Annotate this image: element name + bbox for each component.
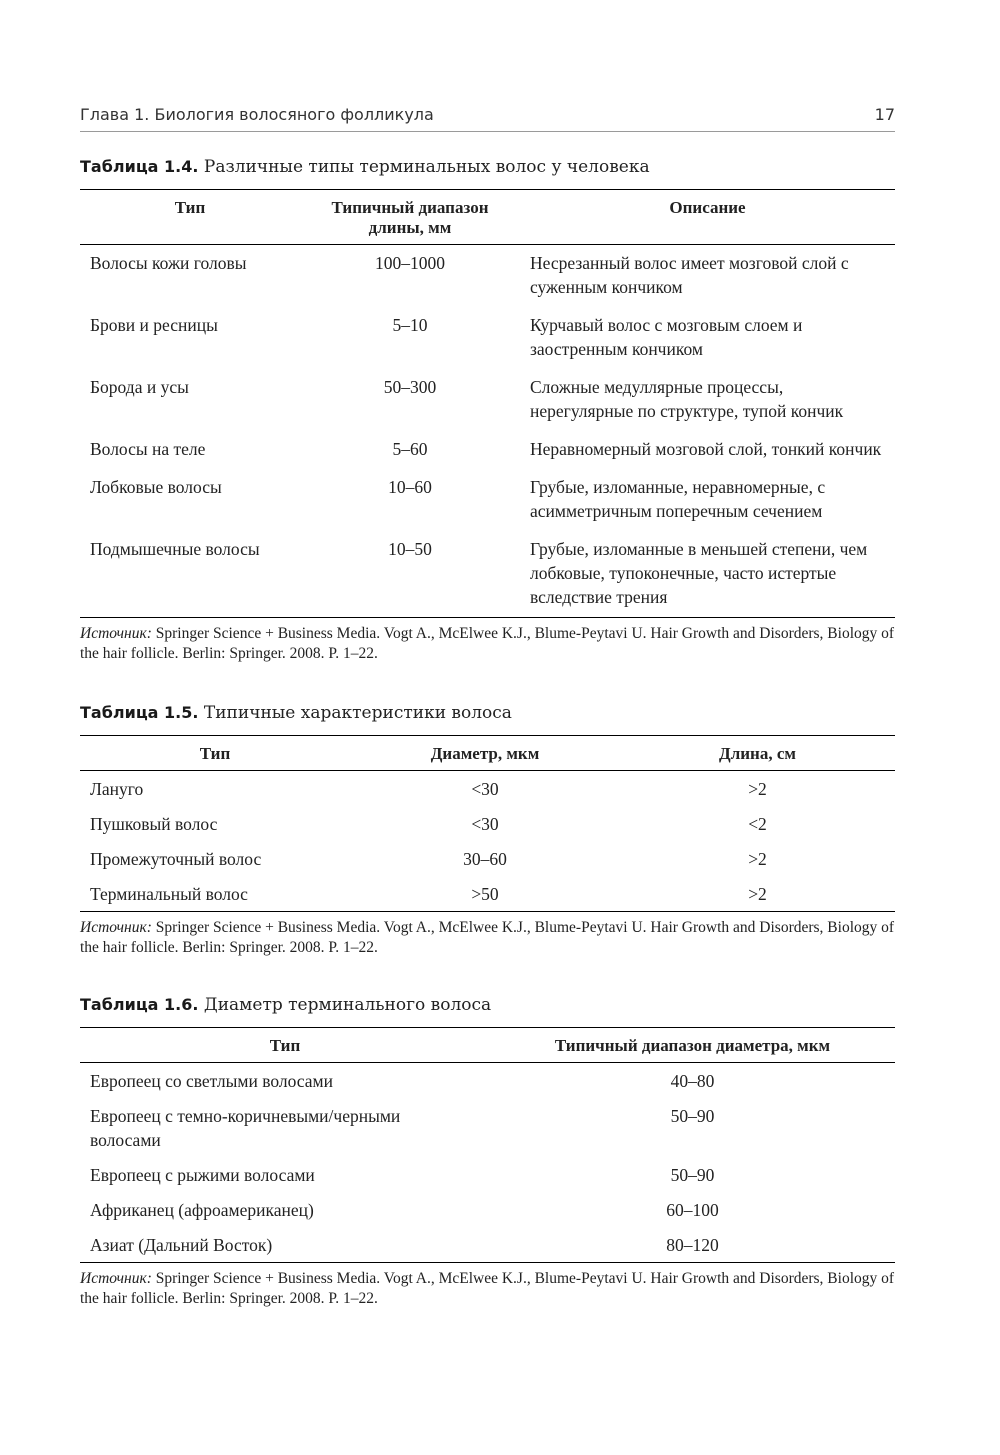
- cell-diameter: >50: [350, 876, 620, 912]
- table-header-row: [80, 736, 895, 771]
- cell-description: Грубые, изломанные в меньшей степени, чем лобковые, тупоконечные, часто истертые вследствие трения: [520, 531, 895, 618]
- cell-diameter: 30–60: [463, 849, 507, 869]
- cell-length: <2: [748, 814, 767, 834]
- cell-type: Промежуточный волос: [90, 849, 262, 869]
- cell-length: 10–50: [300, 531, 520, 618]
- cell-type: Борода и усы: [90, 377, 189, 397]
- table-caption: [80, 703, 895, 723]
- cell-description: Неравномерный мозговой слой, тонкий кончик: [530, 439, 882, 459]
- cell-type: Волосы на теле: [90, 439, 206, 459]
- cell-length: 5–10: [392, 315, 428, 335]
- column-header: Тип: [80, 1028, 490, 1063]
- column-header: Типичный диапазон длины, мм: [300, 190, 520, 245]
- source-text: Springer Science + Business Media. Vogt A., McElwee K.J., Blume-Peytavi U. Hair Growth and Disorders, Biology of the hair follicle. Berlin: Springer. 2008. P. 1–22.: [80, 1270, 895, 1307]
- table-row: [80, 369, 895, 431]
- table-row: [80, 469, 895, 531]
- running-head: [80, 103, 895, 132]
- cell-diameter: <30: [471, 779, 499, 799]
- table-caption: [80, 157, 895, 177]
- table-row: [80, 1192, 895, 1227]
- table-header-row: [80, 190, 895, 245]
- cell-diameter: 50–90: [670, 1106, 715, 1126]
- cell-diameter: 40–80: [670, 1071, 715, 1091]
- table-1-6: [80, 1027, 895, 1263]
- cell-type: Подмышечные волосы: [80, 531, 300, 618]
- cell-type: Пушковый волос: [90, 814, 218, 834]
- table-row: [80, 876, 895, 912]
- table-caption: [80, 995, 895, 1015]
- cell-type: Европеец с темно-коричневыми/черными волосами: [90, 1106, 401, 1150]
- table-1-5-block: [80, 703, 895, 958]
- cell-length: 5–60: [392, 439, 428, 459]
- source-label: Источник:: [80, 1270, 152, 1287]
- cell-length: 50–300: [383, 377, 437, 397]
- table-source: [80, 624, 895, 664]
- table-1-4: [80, 189, 895, 618]
- table-row: [80, 841, 895, 876]
- cell-type: Европеец со светлыми волосами: [90, 1071, 333, 1091]
- cell-length: >2: [748, 849, 767, 869]
- cell-type: Азиат (Дальний Восток): [80, 1227, 490, 1263]
- table-row: [80, 1157, 895, 1192]
- table-title: Диаметр терминального волоса: [203, 995, 492, 1015]
- cell-type: Лобковые волосы: [90, 477, 222, 497]
- column-header: Длина, см: [620, 736, 895, 771]
- table-1-5: [80, 735, 895, 912]
- table-row: [80, 531, 895, 618]
- table-row: [80, 1098, 895, 1157]
- cell-diameter: <30: [471, 814, 499, 834]
- source-text: Springer Science + Business Media. Vogt A., McElwee K.J., Blume-Peytavi U. Hair Growth and Disorders, Biology of the hair follicle. Berlin: Springer. 2008. P. 1–22.: [80, 919, 895, 956]
- cell-length: 10–60: [388, 477, 432, 497]
- table-row: [80, 431, 895, 469]
- cell-diameter: 60–100: [666, 1200, 719, 1220]
- table-row: [80, 245, 895, 308]
- cell-description: Курчавый волос с мозговым слоем и заостренным кончиком: [530, 315, 803, 359]
- table-title: Различные типы терминальных волос у человека: [203, 157, 650, 177]
- table-number: Таблица 1.4.: [80, 157, 199, 176]
- table-title: Типичные характеристики волоса: [203, 703, 512, 723]
- column-header: Тип: [80, 736, 350, 771]
- cell-length: 100–1000: [375, 253, 445, 273]
- cell-type: Африканец (афроамериканец): [90, 1200, 314, 1220]
- column-header: Описание: [520, 190, 895, 245]
- table-1-6-block: [80, 995, 895, 1309]
- cell-length: >2: [620, 876, 895, 912]
- table-row: [80, 1227, 895, 1263]
- table-number: Таблица 1.5.: [80, 703, 199, 722]
- cell-diameter: 80–120: [490, 1227, 895, 1263]
- column-header: Тип: [80, 190, 300, 245]
- cell-description: Грубые, изломанные, неравномерные, с асимметричным поперечным сечением: [530, 477, 826, 521]
- table-source: [80, 918, 895, 958]
- source-text: Springer Science + Business Media. Vogt A., McElwee K.J., Blume-Peytavi U. Hair Growth and Disorders, Biology of the hair follicle. Berlin: Springer. 2008. P. 1–22.: [80, 625, 895, 662]
- source-label: Источник:: [80, 919, 152, 936]
- cell-description: Несрезанный волос имеет мозговой слой с суженным кончиком: [530, 253, 849, 297]
- cell-description: Сложные медуллярные процессы, нерегулярные по структуре, тупой кончик: [530, 377, 844, 421]
- table-header-row: [80, 1028, 895, 1063]
- cell-length: >2: [748, 779, 767, 799]
- page-number: 17: [874, 105, 895, 124]
- cell-type: Брови и ресницы: [90, 315, 218, 335]
- table-row: [80, 307, 895, 369]
- table-row: [80, 1063, 895, 1099]
- source-label: Источник:: [80, 625, 152, 642]
- column-header: Типичный диапазон диаметра, мкм: [490, 1028, 895, 1063]
- cell-type: Терминальный волос: [80, 876, 350, 912]
- cell-diameter: 50–90: [670, 1165, 715, 1185]
- table-row: [80, 806, 895, 841]
- table-number: Таблица 1.6.: [80, 995, 199, 1014]
- table-1-4-block: [80, 157, 895, 664]
- column-header: Диаметр, мкм: [350, 736, 620, 771]
- chapter-title: Глава 1. Биология волосяного фолликула: [80, 105, 434, 124]
- cell-type: Лануго: [90, 779, 144, 799]
- cell-type: Волосы кожи головы: [90, 253, 247, 273]
- table-source: [80, 1269, 895, 1309]
- cell-type: Европеец с рыжими волосами: [90, 1165, 315, 1185]
- table-row: [80, 771, 895, 807]
